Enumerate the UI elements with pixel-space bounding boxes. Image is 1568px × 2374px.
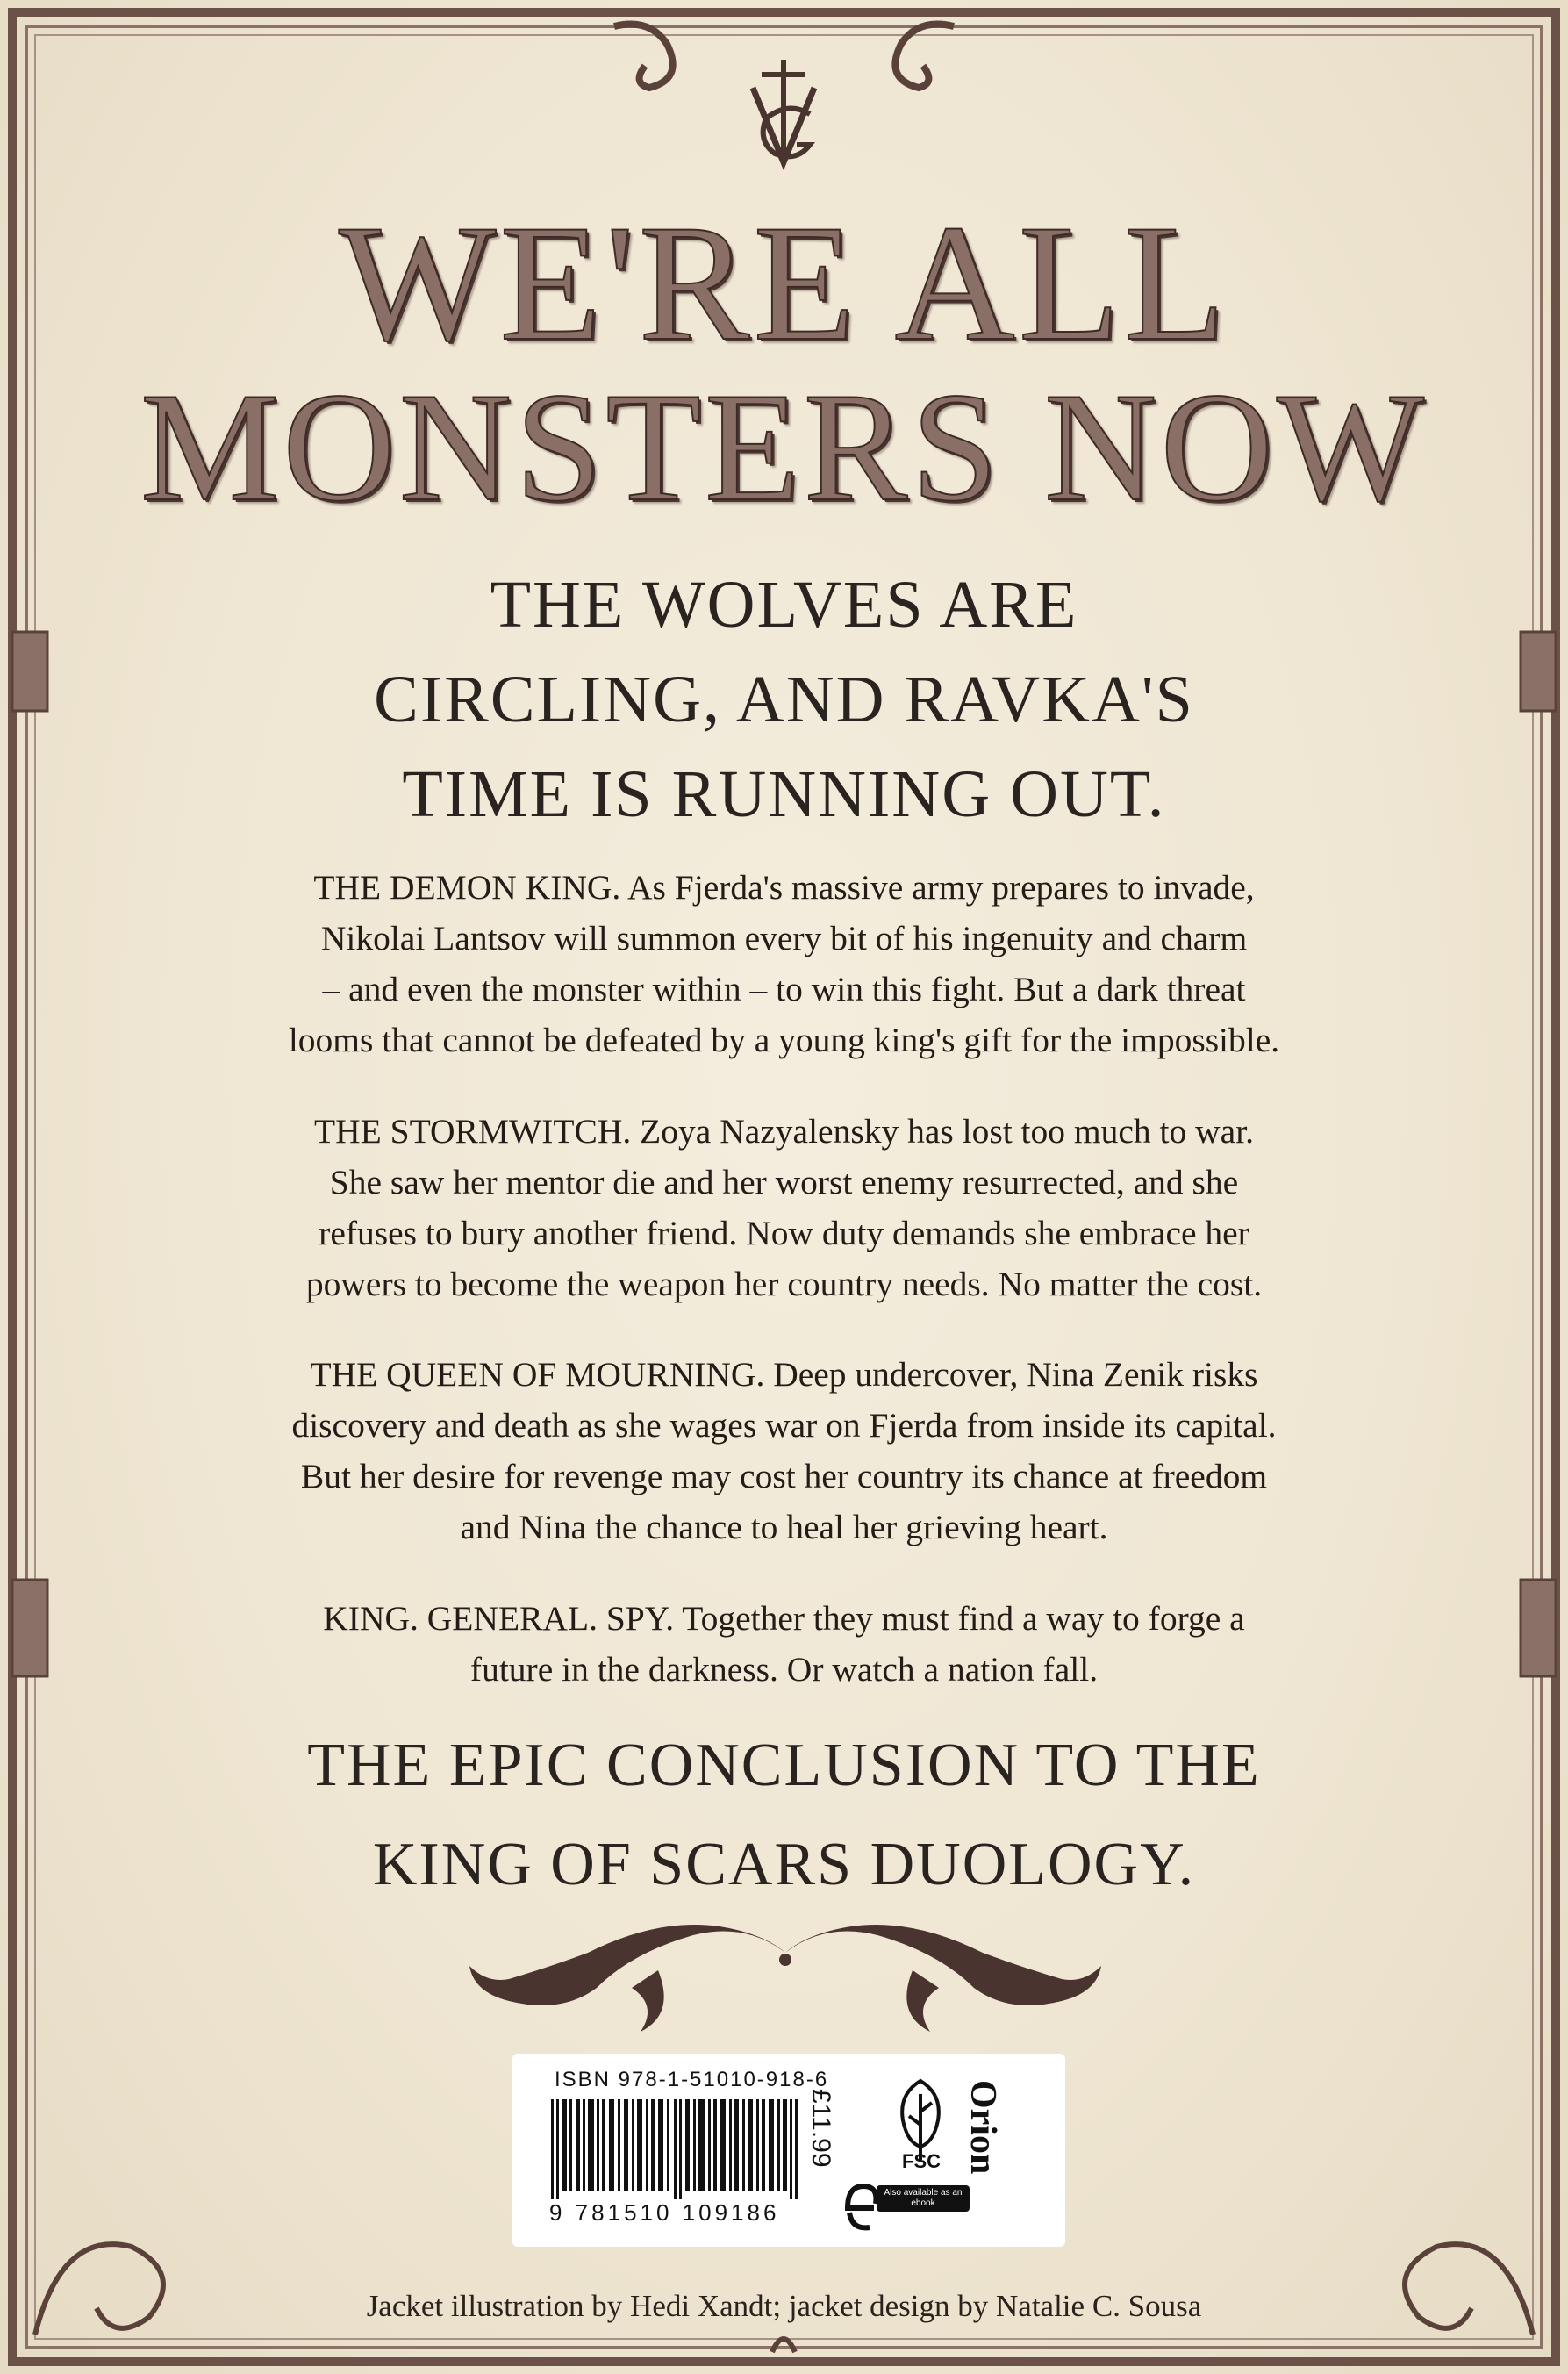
publisher-logo: Orion xyxy=(963,2080,1003,2175)
paragraph-line: THE STORMWITCH. Zoya Nazyalensky has lost too much to war. xyxy=(313,1112,1255,1151)
headline-line-2: MONSTERS NOW xyxy=(140,360,1428,534)
paragraph-line: KING. GENERAL. SPY. Together they must find a way to forge a xyxy=(323,1599,1245,1638)
isbn-label: ISBN 978-1-51010-918-6 xyxy=(555,2068,829,2091)
fsc-label: FSC xyxy=(902,2150,941,2172)
conclusion-line-1: THE EPIC CONCLUSION TO THE xyxy=(307,1732,1261,1799)
conclusion-line-2: KING OF SCARS DUOLOGY. xyxy=(372,1831,1196,1898)
tagline-line-2: CIRCLING, AND RAVKA'S xyxy=(374,663,1194,736)
paragraph-line: and Nina the chance to heal her grieving heart. xyxy=(460,1508,1108,1546)
paragraph-line: – and even the monster within – to win this fight. But a dark threat xyxy=(322,970,1246,1008)
paragraph-line: future in the darkness. Or watch a nation fall. xyxy=(469,1650,1099,1689)
paragraph-line: powers to become the weapon her country needs. No matter the cost. xyxy=(305,1265,1263,1303)
barcode-digits: 9 781510 109186 xyxy=(549,2199,780,2226)
paragraph-line: THE DEMON KING. As Fjerda's massive army prepares to invade, xyxy=(313,868,1255,907)
ebook-note: Also available as an ebook xyxy=(877,2185,970,2212)
price-label: £11.99 xyxy=(806,2089,835,2168)
barcode-bars xyxy=(548,2099,811,2199)
paragraph-stormwitch xyxy=(0,1106,1568,1309)
headline-line-1: WE'RE ALL xyxy=(339,191,1229,376)
paragraph-line: Nikolai Lantsov will summon every bit of his ingenuity and charm xyxy=(320,919,1248,957)
paragraph-king-general-spy xyxy=(0,1593,1568,1695)
jacket-credit: Jacket illustration by Hedi Xandt; jacket design by Natalie C. Sousa xyxy=(366,2289,1202,2323)
tagline-line-1: THE WOLVES ARE xyxy=(490,568,1078,642)
paragraph-line: But her desire for revenge may cost her country its chance at freedom xyxy=(300,1457,1268,1495)
paragraph-line: refuses to bury another friend. Now duty demands she embrace her xyxy=(319,1214,1249,1252)
paragraph-line: looms that cannot be defeated by a young king's gift for the impossible. xyxy=(288,1021,1280,1059)
barcode-panel xyxy=(512,2054,1065,2247)
paragraph-line: discovery and death as she wages war on Fjerda from inside its capital. xyxy=(291,1406,1277,1445)
monogram-emblem xyxy=(735,53,832,176)
paragraph-line: THE QUEEN OF MOURNING. Deep undercover, Nina Zenik risks xyxy=(310,1355,1258,1394)
paragraph-queen-of-mourning xyxy=(0,1349,1568,1553)
paragraph-demon-king xyxy=(0,862,1568,1065)
paragraph-line: She saw her mentor die and her worst enemy resurrected, and she xyxy=(329,1163,1239,1201)
tagline-line-3: TIME IS RUNNING OUT. xyxy=(402,757,1166,831)
flourish-ornament xyxy=(456,1918,1114,2040)
